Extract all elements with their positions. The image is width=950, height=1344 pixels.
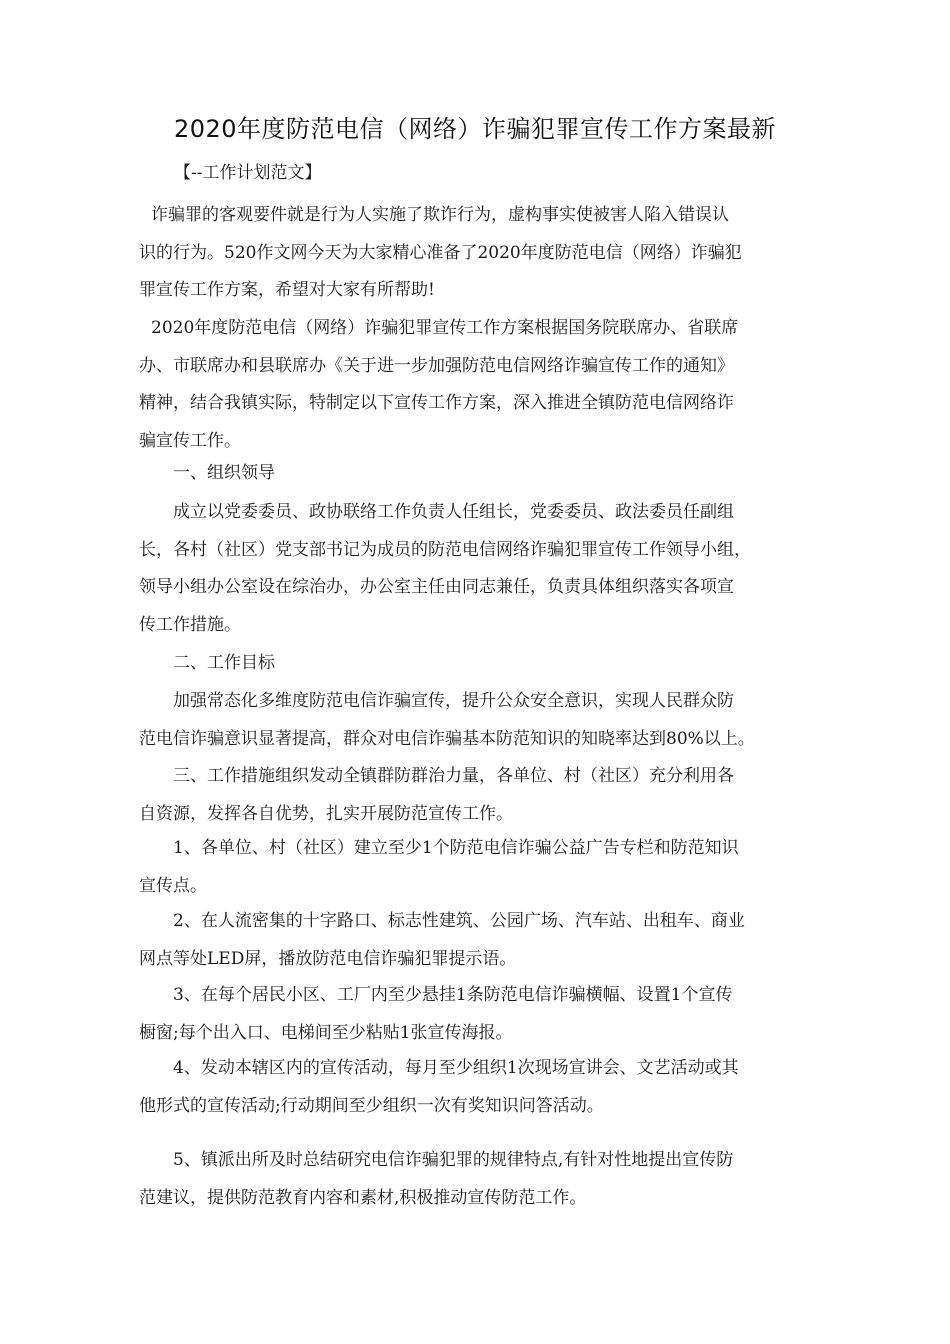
section-heading-organization: 一、组织领导 xyxy=(173,463,275,483)
paragraph-line: 橱窗;每个出入口、电梯间至少粘贴1张宣传海报。 xyxy=(139,1022,513,1043)
paragraph-intro xyxy=(139,197,829,310)
paragraph-line: 网点等处LED屏，播放防范电信诈骗犯罪提示语。 xyxy=(139,948,517,969)
paragraph-line: 罪宣传工作方案，希望对大家有所帮助! xyxy=(139,280,435,300)
list-item-3 xyxy=(139,977,829,1052)
paragraph-line: 识的行为。520作文网今天为大家精心准备了2020年度防范电信（网络）诈骗犯 xyxy=(139,242,742,263)
paragraph-line: 精神，结合我镇实际，特制定以下宣传工作方案，深入推进全镇防范电信网络诈 xyxy=(139,393,734,413)
paragraph-line: 骗宣传工作。 xyxy=(139,430,241,451)
paragraph-line: 诈骗罪的客观要件就是行为人实施了欺诈行为，虚构事实使被害人陷入错误认 xyxy=(151,205,729,225)
paragraph-line: 2、在人流密集的十字路口、标志性建筑、公园广场、汽车站、出租车、商业 xyxy=(173,911,745,931)
list-item-5 xyxy=(139,1142,829,1217)
paragraph-line: 5、镇派出所及时总结研究电信诈骗犯罪的规律特点,有针对性地提出宣传防 xyxy=(173,1150,734,1170)
document-title: 2020年度防范电信（网络）诈骗犯罪宣传工作方案最新 xyxy=(173,115,777,143)
paragraph-line: 领导小组办公室设在综治办，办公室主任由同志兼任，负责具体组织落实各项宣 xyxy=(139,577,734,597)
paragraph-line: 范建议，提供防范教育内容和素材,积极推动宣传防范工作。 xyxy=(139,1187,587,1208)
paragraph-line: 自资源，发挥各自优势，扎实开展防范宣传工作。 xyxy=(139,803,513,824)
paragraph-goals xyxy=(139,683,829,758)
paragraph-line: 加强常态化多维度防范电信诈骗宣传，提升公众安全意识，实现人民群众防 xyxy=(173,691,734,711)
paragraph-line: 三、工作措施组织发动全镇群防群治力量，各单位、村（社区）充分利用各 xyxy=(173,766,734,786)
list-item-1 xyxy=(139,830,829,905)
document-subtitle: 【--工作计划范文】 xyxy=(174,163,322,183)
list-item-4 xyxy=(139,1050,829,1125)
paragraph-line: 成立以党委委员、政协联络工作负责人任组长，党委委员、政法委员任副组 xyxy=(173,502,734,522)
paragraph-line: 长，各村（社区）党支部书记为成员的防范电信网络诈骗犯罪宣传工作领导小组， xyxy=(139,539,751,560)
list-item-2 xyxy=(139,903,829,978)
paragraph-plan-basis xyxy=(139,310,829,460)
section-heading-goals: 二、工作目标 xyxy=(173,653,275,673)
paragraph-line: 范电信诈骗意识显著提高，群众对电信诈骗基本防范知识的知晓率达到80%以上。 xyxy=(139,728,755,749)
paragraph-line: 他形式的宣传活动;行动期间至少组织一次有奖知识问答活动。 xyxy=(139,1095,604,1116)
paragraph-line: 1、各单位、村（社区）建立至少1个防范电信诈骗公益广告专栏和防范知识 xyxy=(173,838,739,858)
paragraph-line: 传工作措施。 xyxy=(139,614,241,635)
paragraph-line: 2020年度防范电信（网络）诈骗犯罪宣传工作方案根据国务院联席办、省联席 xyxy=(151,318,739,338)
paragraph-line: 3、在每个居民小区、工厂内至少悬挂1条防范电信诈骗横幅、设置1个宣传 xyxy=(173,985,733,1005)
paragraph-organization xyxy=(139,494,829,644)
paragraph-line: 宣传点。 xyxy=(139,875,207,896)
paragraph-line: 办、市联席办和县联席办《关于进一步加强防范电信网络诈骗宣传工作的通知》 xyxy=(139,355,734,376)
paragraph-line: 4、发动本辖区内的宣传活动，每月至少组织1次现场宣讲会、文艺活动或其 xyxy=(173,1058,739,1078)
paragraph-measures xyxy=(139,758,829,833)
